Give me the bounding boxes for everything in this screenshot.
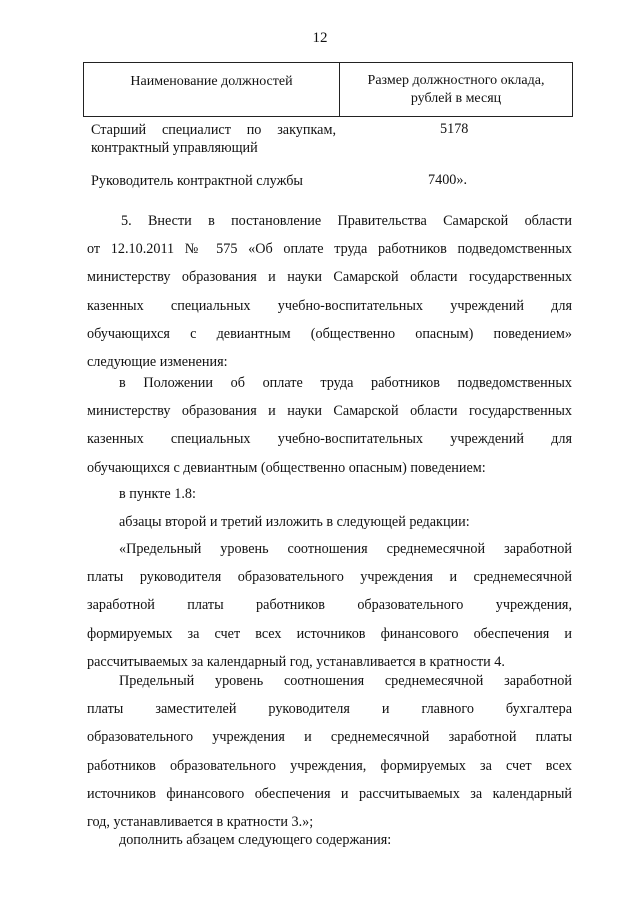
paragraph-abzacy: абзацы второй и третий изложить в следующей редакции: [119, 514, 470, 530]
header-salary-line1: Размер должностного оклада, [367, 72, 545, 88]
paragraph-punkt: в пункте 1.8: [119, 486, 196, 502]
row-position-line2: контрактный управляющий [91, 140, 258, 156]
paragraph-item-5: 5. Внести в постановление Правительства Самарской области от 12.10.2011 № 575 «Об оплате труда работников подведомственных министерству образования и науки Самарской области государственных казенных специальных учебно-воспитательных учреждений для обучающихся с девиантным (общественно опасным) поведением» следующие изменения: [87, 213, 572, 371]
table-row [91, 172, 303, 190]
table-row [91, 121, 336, 157]
paragraph-polozhenie: в Положении об оплате труда работников подведомственных министерству образования и науки Самарской области государственных казенных специальных учебно-воспитательных учреждений для обучающихся с девиантным (общественно опасным) поведением: [87, 375, 572, 476]
salary-table-header [83, 62, 573, 117]
row-salary-value: 5178 [440, 121, 469, 137]
row-position-line1: Старший специалист по закупкам, [91, 122, 336, 138]
header-salary-line2: рублей в месяц [410, 90, 502, 106]
paragraph-dopolnit: дополнить абзацем следующего содержания: [119, 832, 392, 848]
paragraph-limit-2: Предельный уровень соотношения среднемесячной заработной платы заместителей руководителя и главного бухгалтера образовательного учреждения и среднемесячной заработной платы работников образовательного учреждения, формируемых за счет всех источников финансового обеспечения и рассчитываемых за календарный год, устанавливается в кратности 3.»; [87, 673, 572, 831]
row-position-line1: Руководитель контрактной службы [91, 173, 303, 189]
header-position-name: Наименование должностей [84, 63, 340, 116]
paragraph-limit-1: «Предельный уровень соотношения среднемесячной заработной платы руководителя образовательного учреждения и среднемесячной заработной платы работников образовательного учреждения, формируемых за счет всех источников финансового обеспечения и рассчитываемых за календарный год, устанавливается в кратности 4. [87, 541, 572, 670]
row-salary-value: 7400». [428, 172, 468, 188]
header-salary-size [340, 63, 572, 116]
page-number: 12 [312, 30, 328, 46]
